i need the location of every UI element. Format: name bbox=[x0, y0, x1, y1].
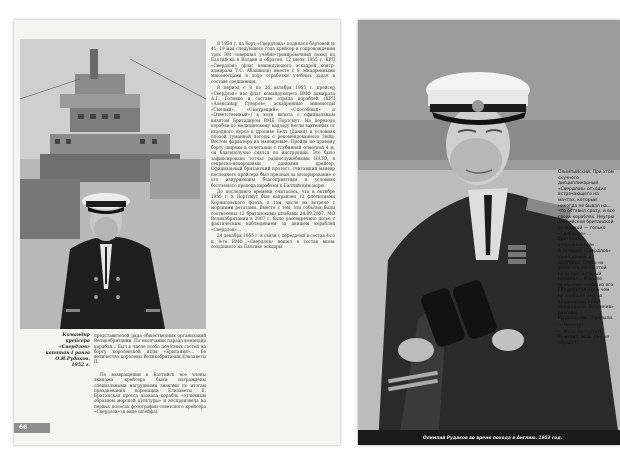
page-number: 66 bbox=[19, 424, 28, 431]
caption-line: 1952 г. bbox=[71, 363, 90, 368]
body-paragraph: До последнего времени считалось, что в октябре 1955 г. в Портсмут был направлен 12 флотилиями Корниловского флота, в том числе на встрече с морскими регатами. Вместе с тем, эти события были соотнесены 12 британскими штабами 24.09.2007. МО Великобритании в 2007 г. было рассекречено досье с фактическим наблюдением за днищем кораблей «Свердлов»... bbox=[211, 188, 335, 232]
body-paragraph: 24 декабря 1955 г. в связи с передачей в состав 4-го и 8-го ВМФ «Свердлов» вошел в состав вновь созданного на Балтике эскадры. bbox=[211, 233, 335, 250]
officer-on-cruiser-deck-photo bbox=[20, 39, 206, 329]
page-gutter bbox=[340, 20, 358, 445]
caption-line: Командир bbox=[62, 333, 90, 338]
caption-line: крейсера bbox=[65, 339, 90, 344]
clipping-paragraph: Олимпийский. При этом скучного дисциплинарный «Свердлов» отходил встречающего на мачтах, который никогда не бывал на... что оставил сразу, и все своих кораблях. Неугрю английской британской разведкой — только «Свердлов» ... британцам «поражающей». bbox=[558, 170, 615, 248]
clipping-text bbox=[558, 170, 616, 347]
clipping-paragraph: — Мало ли пустить Рожкова, ведь уже не спросят. bbox=[558, 329, 610, 346]
body-paragraph: По возвращении в Балтийск все члены экипажа крейсера были награждены специальными нагрудными знаками по итогам празднования коронации Елизаветы II. Британская пресса назвала корабль «отличным образцом морской культуры» и воспроизвела на первых полосах фотографии советского крейсера «Свердлов» (в виде шлейфа). bbox=[94, 372, 206, 415]
caption-line: «Свердлов» bbox=[58, 345, 90, 350]
caption-paragraph: представителей ряда общественных организаций Великобритании. По окончании парада командир корабля... Был в числе особо почётных гостей на борту королевской яхты «Британия»... Ее величество королевы Великобритании Елизаветы II. bbox=[94, 333, 206, 365]
body-paragraph: В период с 8 по 26 октября 1955 г. крейсер «Свердлов» нес флаг командующего ВМФ адмирала А.Г. Головко в составе отряда кораблей (КРЛ «Александр Суворов», эскадренные миноносцы «Смелый», «Смотрящий», «Способный» и «Ответственный») в ходе визита с официальным визитом Бригадиром ВМБ Портсмут. На переходе корабли по медицинскому надзору несли вахтенных от исходного курса в проливе Белт (Дания) и условиях плохой туманной погоды с рекомендованного Зюйд-Вестом фарватера на маневровые. Пройдя по правому борту широко в сочетании с глубинной отметкой 4 м, он благополучно снялся по инструкции. Это было зафиксировано тотчас радиослужебными НАТО, в секретно-нехорошими данными крейсер. Официальный британский протест, считавший маневр последнего крейсера был признан за игнорирование с его изнуряющим благоприятным в условиях болтаемого прохода кораблем к Балтийским морю. bbox=[211, 85, 335, 188]
photo-illustration bbox=[20, 39, 206, 329]
clipping-paragraph: А вечером «Свердлов» ушел домой, в Балтийск. Снова на фоне тех, но на этой ночи тыс. который понимал... И после прибытия, чтобы из его ГРУ работал. Ни о чем не сообщил ему на «подводной атаке прошедшей, Вспомнив» разговор с Московским... прибыли. bbox=[558, 249, 614, 322]
right-page bbox=[358, 20, 620, 445]
body-paragraph: В 1954 г. на борт «Свердлова» поднялся бортовой № 41; 19 мая следующего года крейсер в сопровождении трех ЭМ совершил учебно-тренировочный поход из Балтийска в Валдив и обратно. 12 июля 1955 г. КРЛ «Свердлов» (флаг командующего эскадрой контр-адмирала Т.С. Абашвили) вместе с 8 эскадренными миноносцами в ходе отработки учебных задач в составе соединения. bbox=[211, 41, 335, 84]
caption-line: капитан I ранга bbox=[45, 351, 90, 356]
left-page bbox=[14, 20, 340, 445]
caption-line: О.И.Рудаков. bbox=[55, 357, 90, 362]
photo-caption bbox=[20, 333, 90, 369]
clipping-caption: Олимпий Рудаков во время похода в Англию. 1953 год. bbox=[423, 436, 563, 441]
bottom-left-text bbox=[94, 372, 206, 415]
right-text-column bbox=[211, 41, 335, 250]
clipping-paragraph: — Почему? bbox=[558, 323, 584, 329]
